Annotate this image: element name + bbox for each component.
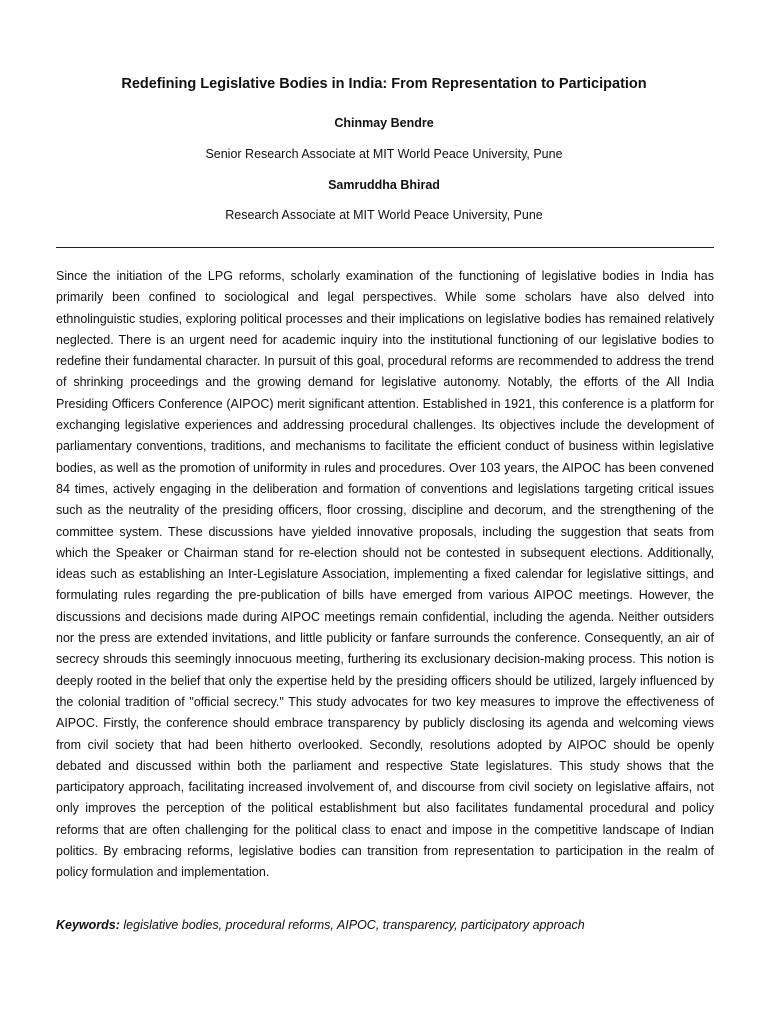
author-name-1: Chinmay Bendre	[334, 116, 434, 130]
keywords-line	[56, 918, 714, 932]
author-affiliation-1: Senior Research Associate at MIT World Peace University, Pune	[205, 147, 563, 161]
author-name-2: Samruddha Bhirad	[328, 178, 440, 192]
abstract-text: Since the initiation of the LPG reforms, scholarly examination of the functioning of legislative bodies in India has primarily been confined to sociological and legal perspectives. While some scholars have also delved into ethnolinguistic studies, exploring political processes and their implications on legislative bodies has remained relatively neglected. There is an urgent need for academic inquiry into the institutional functioning of our legislative bodies to redefine their fundamental character. In pursuit of this goal, procedural reforms are recommended to address the trend of shrinking proceedings and the growing demand for legislative autonomy. Notably, the efforts of the All India Presiding Officers Conference (AIPOC) merit significant attention. Established in 1921, this conference is a platform for exchanging legislative experiences and addressing procedural challenges. Its objectives include the development of parliamentary conventions, traditions, and mechanisms to facilitate the efficient conduct of business within legislative bodies, as well as the promotion of uniformity in rules and procedures. Over 103 years, the AIPOC has been convened 84 times, actively engaging in the deliberation and formation of conventions and legislations targeting critical issues such as the neutrality of the presiding officers, floor crossing, discipline and decorum, and the strengthening of the committee system. These discussions have yielded innovative proposals, including the suggestion that seats from which the Speaker or Chairman stand for re-election should not be contested in subsequent elections. Additionally, ideas such as establishing an Inter-Legislature Association, implementing a fixed calendar for legislative sittings, and formulating rules regarding the pre-publication of bills have emerged from various AIPOC meetings. However, the discussions and decisions made during AIPOC meetings remain confidential, including the agenda. Neither outsiders nor the press are extended invitations, and little publicity or fanfare surrounds the conference. Consequently, an air of secrecy shrouds this seemingly innocuous meeting, furthering its exclusionary decision-making process. This notion is deeply rooted in the belief that only the expertise held by the presiding officers should be utilized, largely influenced by the colonial tradition of "official secrecy." This study advocates for two key measures to improve the effectiveness of AIPOC. Firstly, the conference should embrace transparency by publicly disclosing its agenda and welcoming views from civil society that had been hitherto overlooked. Secondly, resolutions adopted by AIPOC should be openly debated and discussed within both the parliament and respective State legislatures. This study shows that the participatory approach, facilitating increased involvement of, and discourse from civil society on legislative affairs, not only improves the perception of the political establishment but also facilitates fundamental procedural and policy reforms that are often challenging for the political class to enact and impose in the competitive landscape of Indian politics. By embracing reforms, legislative bodies can transition from representation to participation in the realm of policy formulation and implementation.	[56, 269, 714, 880]
keywords-list: legislative bodies, procedural reforms, AIPOC, transparency, participatory approach	[123, 918, 585, 932]
header-divider	[56, 247, 714, 248]
author-affiliation-2: Research Associate at MIT World Peace University, Pune	[225, 208, 543, 222]
keywords-label: Keywords:	[56, 918, 120, 932]
paper-title: Redefining Legislative Bodies in India: From Representation to Participation	[121, 76, 647, 92]
